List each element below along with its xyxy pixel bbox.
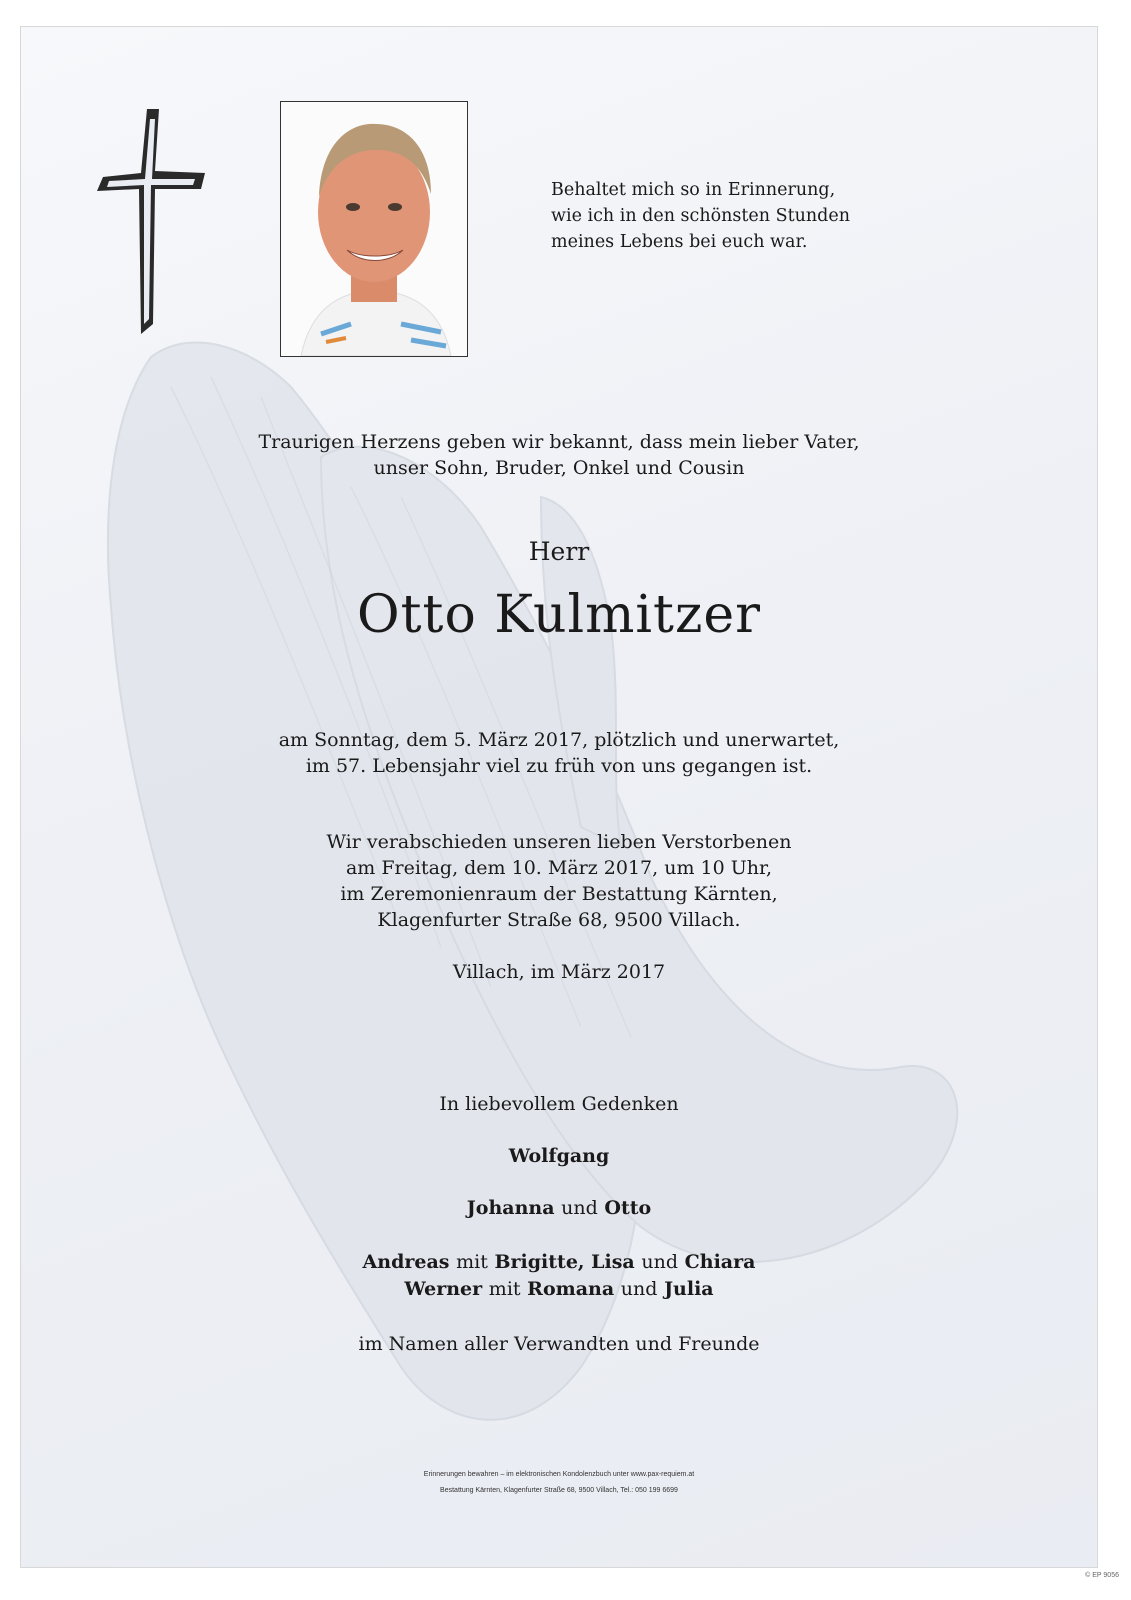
footer-contact-line: Bestattung Kärnten, Klagenfurter Straße 68, 9500 Villach, Tel.: 050 199 6699 xyxy=(440,1487,678,1494)
obituary-sheet xyxy=(20,26,1098,1568)
portrait-photo xyxy=(280,101,468,357)
footer xyxy=(21,1467,1097,1499)
announcement-intro xyxy=(21,429,1097,481)
family-connector: mit xyxy=(456,1251,488,1273)
family-member: Romana xyxy=(527,1278,615,1300)
salutation: Herr xyxy=(528,537,590,566)
memory-heading: In liebevollem Gedenken xyxy=(439,1093,679,1115)
family-member: Otto xyxy=(604,1197,652,1219)
funeral-line: im Zeremonienraum der Bestattung Kärnten, xyxy=(340,883,778,905)
family-member: Wolfgang xyxy=(508,1145,610,1167)
family-connector: mit xyxy=(488,1278,521,1300)
relatives-line: im Namen aller Verwandten und Freunde xyxy=(358,1333,760,1355)
quote-line: wie ich in den schönsten Stunden xyxy=(551,206,851,226)
family-member: Andreas xyxy=(362,1251,450,1273)
death-line: am Sonntag, dem 5. März 2017, plötzlich und unerwartet, xyxy=(278,729,840,751)
family-member: Werner xyxy=(404,1278,483,1300)
family-line xyxy=(21,1249,1097,1276)
footer-condolence-line: Erinnerungen bewahren – im elektronischen Kondolenzbuch unter www.pax-requiem.at xyxy=(423,1471,695,1478)
deceased-name: Otto Kulmitzer xyxy=(357,585,761,645)
intro-line: unser Sohn, Bruder, Onkel und Cousin xyxy=(373,457,745,479)
portrait-image xyxy=(281,102,467,356)
family-member: Julia xyxy=(664,1278,714,1300)
family-grandchildren xyxy=(21,1249,1097,1303)
funeral-line: Klagenfurter Straße 68, 9500 Villach. xyxy=(377,909,741,931)
family-member: Johanna xyxy=(466,1197,555,1219)
family-connector: und xyxy=(561,1197,598,1219)
family-connector: und xyxy=(620,1278,658,1300)
family-line xyxy=(21,1197,1097,1219)
family-line xyxy=(21,1276,1097,1303)
funeral-details xyxy=(21,829,1097,933)
funeral-line: am Freitag, dem 10. März 2017, um 10 Uhr, xyxy=(345,857,773,879)
quote-line: Behaltet mich so in Erinnerung, xyxy=(551,180,836,200)
family-member: Brigitte, xyxy=(494,1251,585,1273)
funeral-line: Wir verabschieden unseren lieben Verstorbenen xyxy=(326,831,792,853)
memorial-quote xyxy=(551,177,851,255)
death-line: im 57. Lebensjahr viel zu früh von uns gegangen ist. xyxy=(305,755,813,777)
family-member: Lisa xyxy=(591,1251,635,1273)
cross-icon xyxy=(97,109,207,334)
family-connector: und xyxy=(641,1251,679,1273)
quote-line: meines Lebens bei euch war. xyxy=(551,232,808,252)
template-code: © EP 9056 xyxy=(1085,1572,1119,1579)
intro-line: Traurigen Herzens geben wir bekannt, dass mein lieber Vater, xyxy=(258,431,860,453)
death-notice xyxy=(21,727,1097,779)
place-date: Villach, im März 2017 xyxy=(452,961,666,983)
family-member: Chiara xyxy=(684,1251,756,1273)
